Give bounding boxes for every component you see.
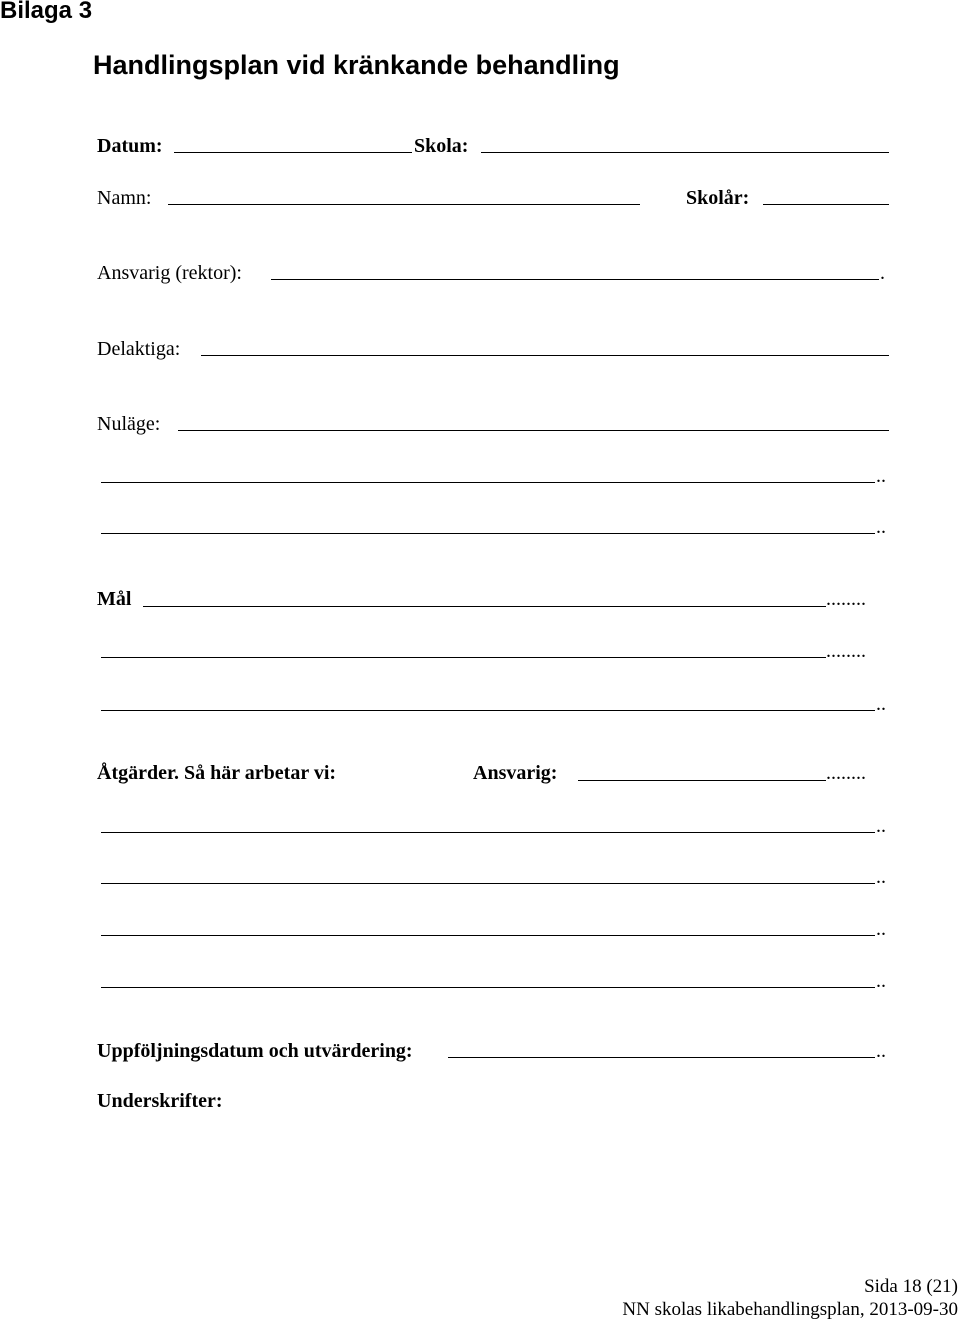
ansvarig-rektor-label: Ansvarig (rektor): — [97, 262, 242, 284]
mal-field-line-3[interactable] — [101, 710, 875, 711]
delaktiga-label: Delaktiga: — [97, 338, 181, 360]
atgarder-field-line-1[interactable] — [101, 832, 875, 833]
mal-line-2-end: ........ — [826, 640, 866, 662]
skola-label: Skola: — [414, 135, 469, 157]
uppfoljning-label: Uppföljningsdatum och utvärdering: — [97, 1040, 413, 1062]
ansvarig-line-end: ........ — [826, 762, 866, 784]
mal-label: Mål — [97, 588, 132, 610]
nulage-line-3-end: .. — [876, 516, 886, 538]
ansvarig-label: Ansvarig: — [473, 762, 558, 784]
atgarder-label: Åtgärder. Så här arbetar vi: — [97, 762, 337, 784]
skolar-field[interactable] — [763, 204, 889, 205]
atgarder-line-1-end: .. — [876, 815, 886, 837]
atgarder-line-3-end: .. — [876, 918, 886, 940]
page-title: Handlingsplan vid kränkande behandling — [93, 50, 620, 80]
nulage-field-line-2[interactable] — [101, 482, 875, 483]
datum-label: Datum: — [97, 135, 163, 157]
delaktiga-field[interactable] — [201, 355, 889, 356]
namn-label: Namn: — [97, 187, 152, 209]
uppfoljning-field[interactable] — [448, 1057, 875, 1058]
atgarder-field-line-2[interactable] — [101, 883, 875, 884]
underskrifter-label: Underskrifter: — [97, 1090, 223, 1112]
atgarder-field-line-3[interactable] — [101, 935, 875, 936]
nulage-label: Nuläge: — [97, 413, 161, 435]
ansvarig-rektor-line-end: . — [880, 262, 885, 284]
namn-field[interactable] — [168, 204, 640, 205]
datum-field[interactable] — [174, 152, 412, 153]
appendix-label: Bilaga 3 — [0, 0, 93, 24]
ansvarig-rektor-field[interactable] — [271, 279, 879, 280]
page-number: Sida 18 (21) — [864, 1276, 958, 1297]
uppfoljning-line-end: .. — [876, 1040, 886, 1062]
document-footer: NN skolas likabehandlingsplan, 2013-09-30 — [622, 1299, 958, 1320]
nulage-line-2-end: .. — [876, 465, 886, 487]
mal-line-1-end: ........ — [826, 588, 866, 610]
ansvarig-field[interactable] — [578, 780, 826, 781]
skolar-label: Skolår: — [686, 187, 750, 209]
atgarder-field-line-4[interactable] — [101, 987, 875, 988]
atgarder-line-4-end: .. — [876, 970, 886, 992]
nulage-field-line-3[interactable] — [101, 533, 875, 534]
mal-field-line-2[interactable] — [101, 657, 826, 658]
atgarder-line-2-end: .. — [876, 866, 886, 888]
mal-field-line-1[interactable] — [143, 606, 826, 607]
skola-field[interactable] — [481, 152, 889, 153]
mal-line-3-end: .. — [876, 693, 886, 715]
nulage-field-line-1[interactable] — [178, 430, 889, 431]
